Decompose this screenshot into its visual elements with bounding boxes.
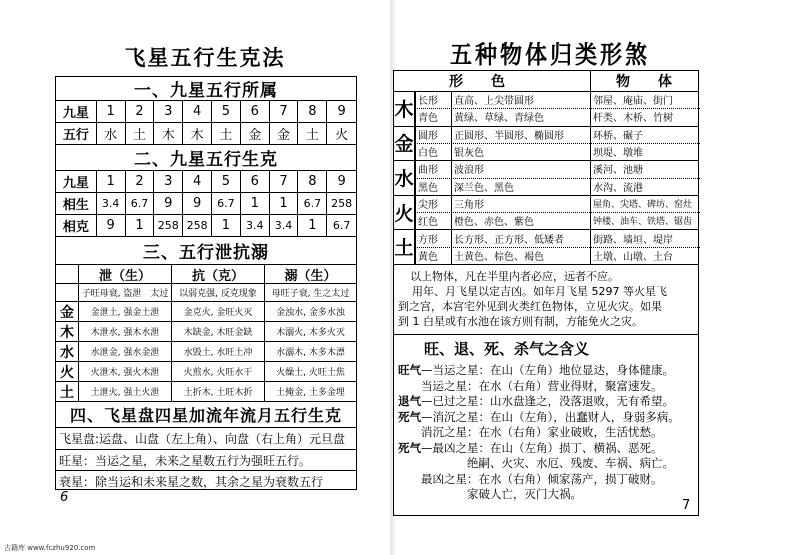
drain-cell: 火煎水, 火旺水干 <box>171 362 264 381</box>
drain-header: 抗（克） <box>171 265 264 283</box>
drain-cell: 火泄木, 强火木泄 <box>78 362 171 381</box>
star-cell: 9 <box>96 215 125 236</box>
star-row <box>56 214 356 236</box>
element-k-text: 长形 <box>418 96 438 108</box>
drain-subheader: 子旺母衰, 盗泄 太过 <box>78 284 171 301</box>
drain-cell: 木泄水, 强木水泄 <box>78 322 171 341</box>
shape-color-header <box>394 71 698 91</box>
footer-watermark: 古籍库 www.fczhu920.com <box>4 544 96 552</box>
drain-subheader: 母旺子衰, 生之太过 <box>264 284 356 301</box>
star-cell: 土 <box>125 123 154 144</box>
page-number-left: 6 <box>60 490 69 505</box>
element-k-text: 曲形 <box>418 165 438 177</box>
note-text: 旺星：当运之星，未来之星数五行为强旺五行。 <box>59 453 312 468</box>
element-k-text: 黑色 <box>418 182 438 194</box>
drain-cell: 水溺木, 木多木漂 <box>264 342 356 361</box>
meaning-line <box>398 440 663 456</box>
drain-header-row <box>56 264 356 283</box>
note-row <box>56 449 356 470</box>
element-v-text: 银灰色 <box>454 148 484 160</box>
qi-text: —当运之星：在山（左角）地位显达，身体健康。 <box>421 363 674 377</box>
star-cell: 7 <box>269 101 298 122</box>
drain-row <box>56 321 356 341</box>
star-cell: 木 <box>153 123 182 144</box>
section-4-heading: 四、飞星盘四星加流年流月五行生克 <box>56 401 356 427</box>
note-line: 用年、月飞星以定吉凶。如年月飞星 5297 等火星飞 <box>412 285 667 298</box>
star-cell: 金 <box>269 123 298 144</box>
star-cell: 258 <box>182 215 211 236</box>
star-cell: 水 <box>96 123 125 144</box>
note-row <box>56 427 356 449</box>
star-cell: 2 <box>125 101 154 122</box>
star-cell: 1 <box>125 215 154 236</box>
element-k-text: 青色 <box>418 113 438 125</box>
element-v-text: 三角形 <box>454 199 484 211</box>
drain-cell: 金克火, 金旺火灭 <box>171 302 264 321</box>
star-cell: 1 <box>96 171 125 192</box>
meaning-line <box>398 393 674 409</box>
drain-cell: 木缺金, 木旺金缺 <box>171 322 264 341</box>
right-page-title: 五种物体归类形煞 <box>449 41 650 70</box>
note-row <box>56 470 356 491</box>
meaning-line <box>398 455 674 471</box>
element-o-text: 邻屋、庵庙、街门 <box>593 96 673 108</box>
star-cell: 土 <box>297 123 326 144</box>
star-cell: 9 <box>326 171 356 192</box>
drain-header: 溺（生） <box>264 265 356 283</box>
star-cell: 258 <box>153 215 182 236</box>
element-k-text: 黄色 <box>418 251 438 263</box>
row-label: 五行 <box>62 128 89 143</box>
element-o-text: 坝堤、墩堆 <box>593 148 643 160</box>
star-cell: 3.4 <box>96 193 125 214</box>
star-cell: 火 <box>326 123 356 144</box>
drain-cell: 水毁土, 水旺土冲 <box>171 342 264 361</box>
meaning-line <box>398 409 680 425</box>
star-cell: 1 <box>297 215 326 236</box>
star-cell: 6.7 <box>297 193 326 214</box>
drain-row <box>56 361 356 381</box>
row-label: 相克 <box>62 220 89 235</box>
star-cell: 3 <box>153 101 182 122</box>
drain-header: 泄（生） <box>78 265 171 283</box>
element-o-text: 屋角、尖塔、碑坊、窑灶 <box>593 199 693 210</box>
row-label: 相生 <box>62 198 89 213</box>
element-label: 土 <box>60 384 74 401</box>
star-cell: 4 <box>182 171 211 192</box>
star-cell: 9 <box>326 101 356 122</box>
star-cell: 1 <box>269 193 298 214</box>
star-cell: 1 <box>96 101 125 122</box>
element-v-text: 土黄色、棕色、褐色 <box>454 251 544 263</box>
element-o-text: 杆类、木桥、竹树 <box>593 113 673 125</box>
drain-cell: 木溺火, 木多火灭 <box>264 322 356 341</box>
drain-row <box>56 341 356 361</box>
drain-cell: 金浊水, 金多水浊 <box>264 302 356 321</box>
section-3-heading: 三、五行泄抗溺 <box>56 236 356 264</box>
element-k-text: 尖形 <box>418 199 438 211</box>
element-v-text: 橙色、赤色、紫色 <box>454 217 534 229</box>
header-object: 物 体 <box>616 74 672 90</box>
element-o-text: 环桥、碾子 <box>593 130 643 142</box>
meaning-line <box>398 424 663 440</box>
star-cell: 1 <box>211 215 240 236</box>
note-line: 以上物体，凡在半里内者必应，远者不应。 <box>410 270 619 283</box>
element-o-text: 钟楼、油车、铁塔、锯齿 <box>593 217 693 228</box>
element-o-text: 土墩、山墩、土台 <box>593 251 673 263</box>
star-cell: 6.7 <box>326 215 356 236</box>
star-cell: 7 <box>269 171 298 192</box>
section-1-heading: 一、九星五行所属 <box>134 81 278 100</box>
drain-subheader: 以弱克强, 反克现象 <box>171 284 264 301</box>
meaning-line <box>398 378 663 394</box>
star-cell: 6 <box>240 101 269 122</box>
star-cell: 3.4 <box>269 215 298 236</box>
section-2-heading: 二、九星五行生克 <box>56 144 356 170</box>
star-cell: 4 <box>182 101 211 122</box>
row-label: 九星 <box>62 106 89 121</box>
star-cell: 木 <box>182 123 211 144</box>
meaning-line <box>398 362 674 378</box>
drain-cell: 土泄火, 强土火泄 <box>78 382 171 401</box>
note-text: 衰星：除当运和未来星之数，其余之星为衰数五行 <box>59 474 324 489</box>
star-cell: 8 <box>297 171 326 192</box>
page-number-right: 7 <box>682 498 691 513</box>
left-page-title: 飞星五行生克法 <box>124 46 286 70</box>
element-label: 金 <box>60 304 74 321</box>
drain-cell: 土折木, 土旺木折 <box>171 382 264 401</box>
drain-cell: 水泄金, 强水金泄 <box>78 342 171 361</box>
qi-text: 绝嗣、火灾、水厄、残废、车祸、病亡。 <box>398 456 674 470</box>
qi-label: 死气 <box>398 409 421 424</box>
star-row <box>56 122 356 144</box>
element-o-text: 溪河、池塘 <box>593 165 643 177</box>
element-k-text: 圆形 <box>418 130 438 142</box>
element-v-text: 波浪形 <box>454 165 484 177</box>
note-line: 到 1 白星或有水池在该方则有制，方能免火之灾。 <box>398 315 643 328</box>
qi-text: —消沉之星：在山（左角），出蠢财人，身弱多病。 <box>421 409 680 424</box>
drain-row <box>56 301 356 321</box>
qi-text: 家破人亡，灭门大祸。 <box>398 487 582 501</box>
star-cell: 9 <box>153 193 182 214</box>
note-text: 飞星盘:运盘、山盘（左上角）、向盘（右上角）元旦盘 <box>59 432 346 446</box>
drain-cell: 土掩金, 土多金埋 <box>264 382 356 401</box>
right-table <box>393 70 699 516</box>
star-cell: 258 <box>326 193 356 214</box>
star-cell: 6 <box>240 171 269 192</box>
star-cell: 8 <box>297 101 326 122</box>
element-label: 木 <box>60 324 74 341</box>
row-label: 九星 <box>62 176 89 191</box>
meaning-line <box>398 486 582 502</box>
element-v-text: 长方形、正方形、低矮者 <box>454 234 564 246</box>
star-cell: 9 <box>182 193 211 214</box>
star-cell: 土 <box>211 123 240 144</box>
star-row <box>56 192 356 214</box>
star-cell: 5 <box>211 171 240 192</box>
element-o-text: 街路、墙垣、堤岸 <box>593 234 673 246</box>
drain-row <box>56 381 356 401</box>
qi-label: 死气 <box>398 440 421 455</box>
star-cell: 1 <box>240 193 269 214</box>
star-cell: 3 <box>153 171 182 192</box>
element-k-text: 红色 <box>418 217 438 229</box>
qi-text: —最凶之星：在山（左角）损丁、横祸、恶死。 <box>421 440 663 455</box>
left-table <box>55 76 357 490</box>
element-k-text: 方形 <box>418 234 438 246</box>
element-v-text: 正圆形、半圆形、椭圆形 <box>454 130 564 142</box>
element-v-text: 深兰色、黑色 <box>454 182 514 194</box>
star-cell: 6.7 <box>211 193 240 214</box>
element-o-text: 水沟、流港 <box>593 182 643 194</box>
element-3-label: 火 <box>394 195 415 230</box>
drain-cell: 金泄土, 强金土泄 <box>78 302 171 321</box>
note-line: 到之宫，本宫宅外见到火类红色物体，立见火灾。如果 <box>398 300 662 313</box>
star-cell: 5 <box>211 101 240 122</box>
meaning-line <box>398 471 663 487</box>
element-label: 水 <box>60 344 74 361</box>
element-k-text: 白色 <box>418 148 438 160</box>
element-1-label: 金 <box>394 126 415 161</box>
element-v-text: 黄绿、草绿、青绿色 <box>454 113 544 125</box>
drain-cell: 火燥土, 火旺土焦 <box>264 362 356 381</box>
drain-subheader-row <box>56 283 356 301</box>
element-label: 火 <box>60 364 74 381</box>
qi-text: 最凶之星：在水（右角）倾家荡产，损丁破财。 <box>398 471 663 486</box>
qi-text: 消沉之星：在水（右角）家业破败，生活忧愁。 <box>398 425 663 439</box>
element-v-text: 直高、上尖带圆形 <box>454 96 534 108</box>
header-shape-color: 形 色 <box>449 74 505 90</box>
element-4-label: 土 <box>394 229 415 264</box>
qi-label: 旺气 <box>398 363 421 377</box>
qi-text: 当运之星：在水（右角）营业得财，聚富速发。 <box>398 378 663 393</box>
star-cell: 2 <box>125 171 154 192</box>
qi-text: —已过之星：山水盘逢之，没落退败，无有希望。 <box>421 394 674 408</box>
star-row <box>56 170 356 192</box>
star-cell: 金 <box>240 123 269 144</box>
element-2-label: 水 <box>394 160 415 195</box>
star-row <box>56 100 356 122</box>
star-cell: 3.4 <box>240 215 269 236</box>
element-0-label: 木 <box>394 91 415 126</box>
qi-label: 退气 <box>398 394 421 408</box>
star-cell: 6.7 <box>125 193 154 214</box>
meaning-title: 旺、退、死、杀气之含义 <box>424 340 590 358</box>
